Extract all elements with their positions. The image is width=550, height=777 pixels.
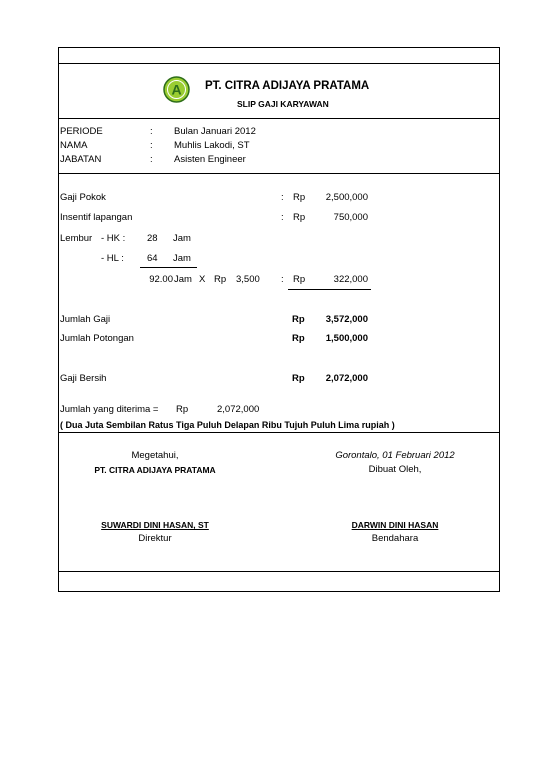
jumlah-potongan-currency: Rp xyxy=(292,333,305,344)
lembur-value: 322,000 xyxy=(333,274,368,285)
body-divider xyxy=(58,432,500,433)
insentif-value: 750,000 xyxy=(333,212,368,223)
total-hours: 92.00 xyxy=(149,274,173,285)
gaji-bersih-label: Gaji Bersih xyxy=(60,373,107,384)
jumlah-potongan-label: Jumlah Potongan xyxy=(60,333,134,344)
left-sign-name: SUWARDI DINI HASAN, ST xyxy=(101,520,209,530)
company-logo-icon xyxy=(163,76,190,103)
right-sign-date: Gorontalo, 01 Februari 2012 xyxy=(335,450,455,461)
rate-currency: Rp xyxy=(214,274,227,285)
svg-text:A: A xyxy=(171,81,182,98)
slip-title: SLIP GAJI KARYAWAN xyxy=(237,99,329,109)
periode-colon: : xyxy=(150,126,153,137)
periode-label: PERIODE xyxy=(60,126,103,137)
gaji-bersih-currency: Rp xyxy=(292,373,305,384)
hl-unit: Jam xyxy=(173,253,191,264)
right-sign-title: Bendahara xyxy=(371,533,419,544)
jumlah-potongan-value: 1,500,000 xyxy=(325,333,368,344)
multiply-sign: X xyxy=(199,274,206,285)
overtime-rate: 3,500 xyxy=(236,274,260,285)
bottom-band-divider xyxy=(58,571,500,572)
nama-label: NAMA xyxy=(60,140,88,151)
company-name: PT. CITRA ADIJAYA PRATAMA xyxy=(205,80,370,92)
jabatan-value: Asisten Engineer xyxy=(174,154,246,165)
diterima-currency: Rp xyxy=(176,404,189,415)
jumlah-gaji-value: 3,572,000 xyxy=(325,314,368,325)
top-band-divider xyxy=(58,63,500,64)
hk-value: 28 xyxy=(147,233,158,244)
hours-sum-line xyxy=(140,267,197,268)
lembur-currency: Rp xyxy=(293,274,306,285)
jabatan-colon: : xyxy=(150,154,153,165)
insentif-currency: Rp xyxy=(293,212,306,223)
gaji-pokok-value: 2,500,000 xyxy=(325,192,368,203)
nama-colon: : xyxy=(150,140,153,151)
gaji-pokok-colon: : xyxy=(281,192,284,203)
hl-label: - HL : xyxy=(101,253,124,264)
terbilang-text: ( Dua Juta Sembilan Ratus Tiga Puluh Delapan Ribu Tujuh Puluh Lima rupiah ) xyxy=(60,420,395,430)
lembur-label: Lembur xyxy=(60,233,93,244)
jabatan-label: JABATAN xyxy=(60,154,102,165)
employee-divider xyxy=(58,173,500,174)
header-divider xyxy=(58,118,500,119)
gaji-pokok-label: Gaji Pokok xyxy=(60,192,106,203)
jumlah-gaji-label: Jumlah Gaji xyxy=(60,314,111,325)
total-hours-unit: Jam xyxy=(174,274,192,285)
left-sign-company: PT. CITRA ADIJAYA PRATAMA xyxy=(94,465,216,475)
hl-value: 64 xyxy=(147,253,158,264)
slip-frame xyxy=(58,47,500,592)
lembur-colon: : xyxy=(281,274,284,285)
diterima-label: Jumlah yang diterima = xyxy=(60,404,159,415)
hk-unit: Jam xyxy=(173,233,191,244)
nama-value: Muhlis Lakodi, ST xyxy=(174,140,250,151)
insentif-label: Insentif lapangan xyxy=(60,212,133,223)
gaji-pokok-currency: Rp xyxy=(293,192,306,203)
left-sign-title: Direktur xyxy=(138,533,172,544)
periode-value: Bulan Januari 2012 xyxy=(174,126,256,137)
jumlah-gaji-currency: Rp xyxy=(292,314,305,325)
left-sign-heading: Megetahui, xyxy=(131,450,179,461)
insentif-colon: : xyxy=(281,212,284,223)
right-sign-heading: Dibuat Oleh, xyxy=(368,464,422,475)
hk-label: - HK : xyxy=(101,233,126,244)
gaji-bersih-value: 2,072,000 xyxy=(325,373,368,384)
diterima-value: 2,072,000 xyxy=(217,404,260,415)
earnings-sum-line xyxy=(288,289,371,290)
right-sign-name: DARWIN DINI HASAN xyxy=(351,520,439,530)
